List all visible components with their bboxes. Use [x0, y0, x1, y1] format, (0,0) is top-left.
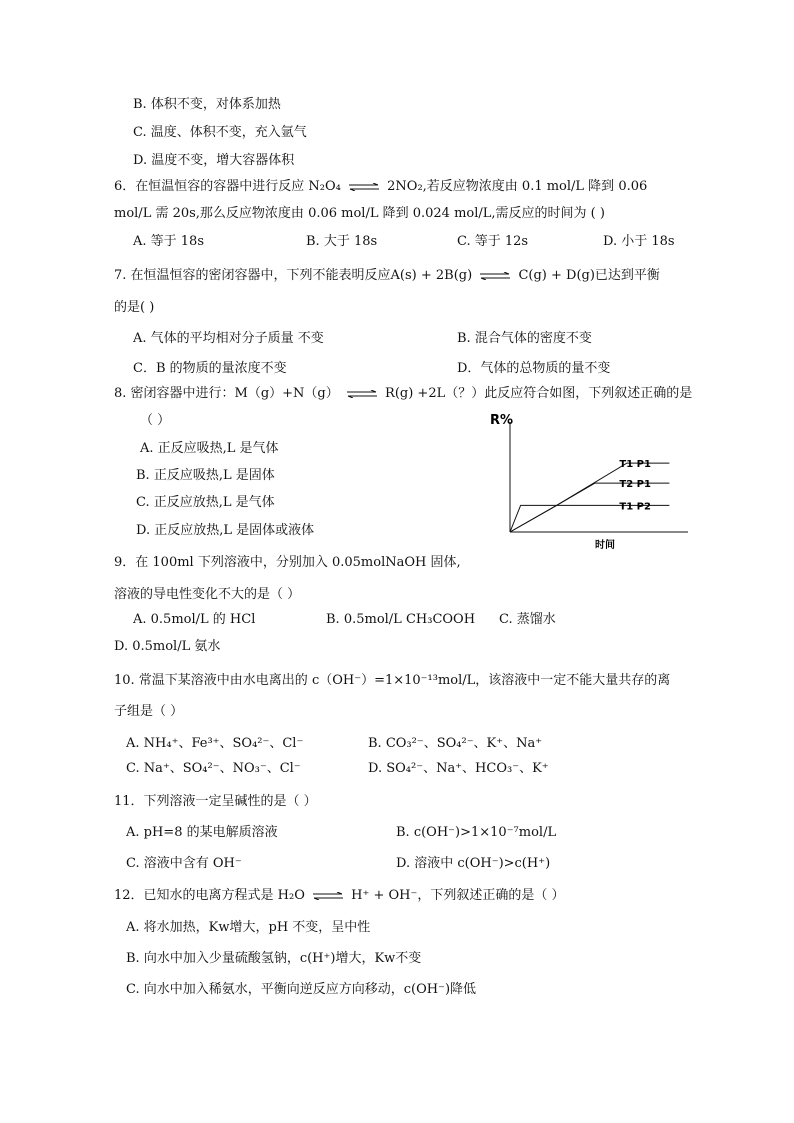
equilibrium-arrow-icon — [480, 272, 510, 280]
q6-stem-part2: 2NO₂,若反应物浓度由 0.1 mol/L 降到 0.06 — [387, 179, 648, 194]
q5-option-d: D. 温度不变，增大容器体积 — [133, 153, 295, 168]
series-label-2: T2 P1 — [619, 479, 651, 491]
q11-option-b: B. c(OH⁻)>1×10⁻⁷mol/L — [396, 825, 557, 840]
series-label-3: T1 P2 — [619, 501, 651, 513]
q10-option-d: D. SO₄²⁻、Na⁺、HCO₃⁻、K⁺ — [368, 761, 549, 776]
q8-option-c: C. 正反应放热,L 是气体 — [136, 495, 275, 510]
y-axis-label: R% — [490, 413, 514, 428]
q9-option-d: D. 0.5mol/L 氨水 — [114, 639, 221, 654]
q10-stem-line2: 子组是（ ） — [114, 704, 184, 719]
q9-stem-line2: 溶液的导电性变化不大的是（ ） — [114, 587, 301, 602]
x-axis-label: 时间 — [595, 540, 615, 551]
equilibrium-arrow-icon — [349, 183, 379, 191]
q8-stem-line2: （ ） — [140, 413, 171, 428]
q8-stem-line1 — [114, 385, 692, 403]
q7-stem-line2: 的是( ) — [114, 300, 155, 315]
q11-option-c: C. 溶液中含有 OH⁻ — [126, 856, 242, 871]
q5-option-b: B. 体积不变，对体系加热 — [133, 97, 281, 112]
q12-option-c: C. 向水中加入稀氨水，平衡向逆反应方向移动，c(OH⁻)降低 — [126, 982, 477, 997]
q9-option-a: A. 0.5mol/L 的 HCl — [133, 612, 256, 627]
q6-option-d: D. 小于 18s — [603, 234, 675, 249]
q5-option-c: C. 温度、体积不变，充入氩气 — [133, 125, 307, 140]
q6-option-b: B. 大于 18s — [306, 234, 378, 249]
q7-stem-part2: C(g) + D(g)已达到平衡 — [518, 268, 660, 283]
q7-option-a: A. 气体的平均相对分子质量 不变 — [133, 331, 324, 346]
q7-option-c: C．B 的物质的量浓度不变 — [133, 361, 287, 376]
q6-stem-part1: 6．在恒温恒容的容器中进行反应 N₂O₄ — [114, 179, 341, 194]
q7-stem-line1 — [114, 267, 660, 285]
q7-stem-part1: 7. 在恒温恒容的密闭容器中，下列不能表明反应A(s) + 2B(g) — [114, 268, 473, 283]
q11-option-a: A. pH=8 的某电解质溶液 — [126, 825, 278, 840]
q8-stem-part2: R(g) +2L（？）此反应符合如图，下列叙述正确的是 — [385, 386, 693, 401]
q6-stem-line1 — [114, 178, 647, 196]
q10-stem-line1: 10. 常温下某溶液中由水电离出的 c（OH⁻）=1×10⁻¹³mol/L，该溶液中一定不能大量共存的离 — [114, 673, 671, 688]
q8-option-b: B. 正反应吸热,L 是固体 — [136, 468, 275, 483]
series-line-1 — [510, 463, 669, 532]
q10-option-c: C. Na⁺、SO₄²⁻、NO₃⁻、Cl⁻ — [126, 761, 301, 776]
q6-option-c: C. 等于 12s — [457, 234, 529, 249]
q12-stem — [114, 887, 565, 905]
q8-stem-part1: 8. 密闭容器中进行：M（g）+N（g） — [114, 386, 339, 401]
equilibrium-arrow-icon — [313, 892, 343, 900]
q12-option-a: A. 将水加热，Kw增大，pH 不变，呈中性 — [126, 920, 371, 935]
q12-stem-part1: 12．已知水的电离方程式是 H₂O — [114, 888, 305, 903]
series-label-1: T1 P1 — [619, 459, 651, 471]
q7-option-b: B. 混合气体的密度不变 — [457, 331, 592, 346]
q12-option-b: B. 向水中加入少量硫酸氢钠，c(H⁺)增大，Kw不变 — [126, 951, 422, 966]
q11-stem: 11．下列溶液一定呈碱性的是（ ） — [114, 794, 317, 809]
reaction-chart-svg — [470, 408, 700, 558]
q9-stem-line1: 9．在 100ml 下列溶液中，分别加入 0.05molNaOH 固体, — [114, 555, 461, 570]
q8-option-a: A. 正反应吸热,L 是气体 — [140, 441, 279, 456]
q8-option-d: D. 正反应放热,L 是固体或液体 — [136, 523, 315, 538]
q12-stem-part2: H⁺ + OH⁻，下列叙述正确的是（ ） — [351, 888, 565, 903]
equilibrium-arrow-icon — [347, 390, 377, 398]
q9-option-b: B. 0.5mol/L CH₃COOH — [326, 612, 476, 627]
reaction-chart — [470, 408, 700, 558]
q6-option-a: A. 等于 18s — [133, 234, 204, 249]
q11-option-d: D. 溶液中 c(OH⁻)>c(H⁺) — [396, 856, 551, 871]
q10-option-b: B. CO₃²⁻、SO₄²⁻、K⁺、Na⁺ — [368, 736, 543, 751]
q6-stem-line2: mol/L 需 20s,那么反应物浓度由 0.06 mol/L 降到 0.024 mol/L,需反应的时间为 ( ) — [114, 206, 605, 221]
q9-option-c: C. 蒸馏水 — [499, 612, 556, 627]
q7-option-d: D．气体的总物质的量不变 — [457, 361, 611, 376]
q10-option-a: A. NH₄⁺、Fe³⁺、SO₄²⁻、Cl⁻ — [126, 736, 304, 751]
